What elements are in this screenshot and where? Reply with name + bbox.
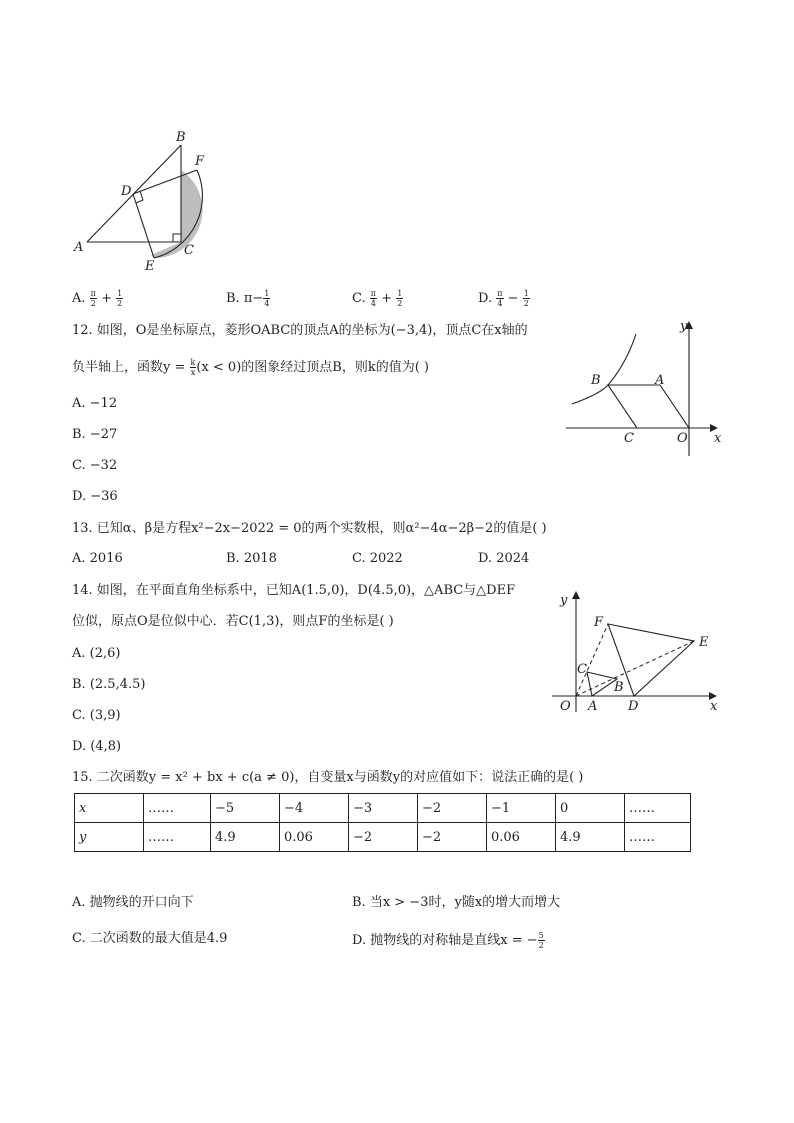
label-A: A [588, 699, 598, 714]
q13-option-d: D. 2024 [478, 551, 530, 566]
table-cell: −2 [349, 823, 418, 852]
q13-stem: 13. 已知α、β是方程x²−2x−2022 = 0的两个实数根，则α²−4α−2β−2的值是( ) [72, 521, 547, 536]
label-y: y [680, 319, 688, 334]
q12-stem-line2: 负半轴上，函数y = $\frac{k}{x}$ (x < 0)的图象经过顶点B，则k的值为( ) [72, 358, 429, 377]
label-C: C [184, 243, 194, 258]
q15-option-c: C. 二次函数的最大值是4.9 [72, 931, 228, 946]
q12-stem-line1: 12. 如图，O是坐标原点，菱形OABC的顶点A的坐标为(−3,4)，顶点C在x轴的 [72, 323, 528, 338]
table-cell: −1 [487, 794, 556, 823]
table-cell: −3 [349, 794, 418, 823]
table-cell: −5 [211, 794, 280, 823]
label-O: O [560, 699, 571, 714]
table-cell: …… [625, 823, 691, 852]
figure-q12 [560, 314, 730, 460]
q13-option-c: C. 2022 [352, 551, 403, 566]
table-row [75, 794, 691, 823]
q11-option-b: B. π− $\frac{1}{4}$ [226, 289, 270, 308]
figure-q11 [60, 125, 220, 275]
q14-stem-line2: 位似，原点O是位似中心．若C(1,3)，则点F的坐标是( ) [72, 614, 394, 629]
q15-value-table [74, 793, 691, 852]
label-B: B [614, 680, 624, 695]
label-C: C [624, 431, 634, 446]
q11-option-d: D. $\frac{\pi}{4}$ − $\frac{1}{2}$ [478, 289, 529, 308]
table-cell: …… [144, 794, 211, 823]
label-F: F [594, 615, 604, 630]
q11-option-c: C. $\frac{\pi}{4}$ + $\frac{1}{2}$ [352, 289, 403, 308]
label-x: x [714, 431, 722, 446]
table-cell: 4.9 [556, 823, 625, 852]
table-cell: 0.06 [280, 823, 349, 852]
q14-option-c: C. (3,9) [72, 708, 121, 723]
table-cell: −2 [418, 794, 487, 823]
q12-option-b: B. −27 [72, 427, 118, 442]
label-O: O [677, 431, 688, 446]
table-row [75, 823, 691, 852]
q12-option-c: C. −32 [72, 458, 118, 473]
label-F: F [195, 154, 205, 169]
q14-option-d: D. (4,8) [72, 739, 122, 754]
table-cell: x [75, 794, 144, 823]
q12-option-a: A. −12 [72, 396, 118, 411]
q15-option-d: D. 抛物线的对称轴是直线x = − $\frac{5}{2}$ [352, 931, 544, 950]
q14-stem-line1: 14. 如图，在平面直角坐标系中，已知A(1.5,0)，D(4.5,0)，△ABC与△DEF [72, 583, 516, 598]
label-E: E [145, 259, 155, 274]
label-E: E [699, 635, 709, 650]
q15-option-a: A. 抛物线的开口向下 [72, 895, 194, 910]
table-cell: 0.06 [487, 823, 556, 852]
q15-option-b: B. 当x > −3时，y随x的增大而增大 [352, 895, 561, 910]
table-cell: …… [144, 823, 211, 852]
q11-option-a: A. $\frac{\pi}{2}$ + $\frac{1}{2}$ [72, 289, 123, 308]
label-y: y [560, 593, 568, 608]
table-cell: 0 [556, 794, 625, 823]
label-A: A [74, 240, 84, 255]
q15-stem: 15. 二次函数y = x² + bx + c(a ≠ 0)，自变量x与函数y的对应值如下：说法正确的是( ) [72, 770, 584, 785]
table-cell: −4 [280, 794, 349, 823]
table-cell: 4.9 [211, 823, 280, 852]
label-B: B [176, 130, 186, 145]
table-cell: …… [625, 794, 691, 823]
label-A: A [655, 373, 665, 388]
table-cell: y [75, 823, 144, 852]
label-C: C [577, 662, 587, 677]
label-D: D [121, 184, 132, 199]
label-x: x [710, 699, 718, 714]
q14-option-a: A. (2,6) [72, 646, 121, 661]
label-D: D [628, 699, 639, 714]
q13-option-b: B. 2018 [226, 551, 277, 566]
table-cell: −2 [418, 823, 487, 852]
q12-option-d: D. −36 [72, 489, 118, 504]
figure-q14 [548, 584, 726, 716]
q14-option-b: B. (2.5,4.5) [72, 677, 146, 692]
q13-option-a: A. 2016 [72, 551, 123, 566]
label-B: B [591, 373, 601, 388]
